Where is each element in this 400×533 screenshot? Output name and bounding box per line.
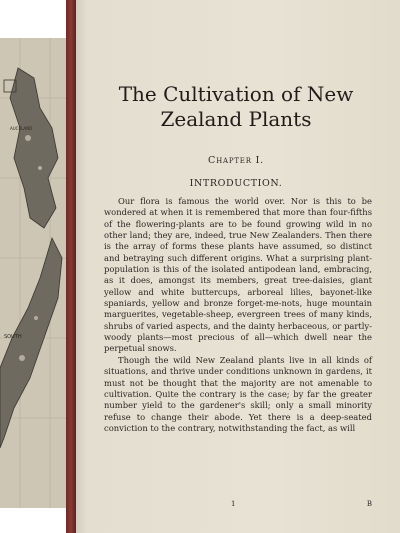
signature-letter: B	[366, 500, 372, 508]
book-title: The Cultivation of New Zealand Plants	[118, 82, 354, 131]
section-heading: INTRODUCTION.	[189, 178, 283, 189]
facing-page-map	[0, 38, 72, 508]
map-label-auckland: AUCKLAND	[10, 126, 33, 131]
paragraph: Though the wild New Zealand plants live in all kinds of situations, and thrive under conditions unknown in gardens, it must not be thought that the majority are not amenable to cultivation. Quite the contrary is the case; by far the greater number yield to the gardener's skill; only a small minority refuse to change their abode. Yet there is a deep-seated conviction to the contrary, notwithstanding the fact, as will	[104, 354, 372, 433]
book-spine	[66, 0, 76, 533]
map-illustration	[0, 38, 72, 508]
map-label-south: SOUTH	[4, 334, 22, 340]
body-text	[104, 196, 372, 434]
signature-number: 1	[231, 500, 236, 508]
chapter-heading: Chapter I.	[208, 155, 264, 166]
paragraph: Our flora is famous the world over. Nor is this to be wondered at when it is remembered that more than four-fifths of the flowering-plants are to be found growing wild in no other land; they are, indeed, true New Zealanders. Then there is the array of forms these plants have assumed, so distinct and betraying such different origins. What a surprising plant-population is this of the isolated antipodean land, embracing, as it does, amongst its members, great tree-daisies, giant yellow and white buttercups, arboreal lilies, bayonet-like spaniards, yellow and bronze forget-me-nots, huge mountain marguerites, vegetable-sheep, evergreen trees of many kinds, shrubs of varied aspects, and the dainty herbaceous, or partly-woody plants—most precious of all—which dwell near the perpetual snows.	[104, 196, 372, 354]
page-footer	[104, 500, 372, 512]
